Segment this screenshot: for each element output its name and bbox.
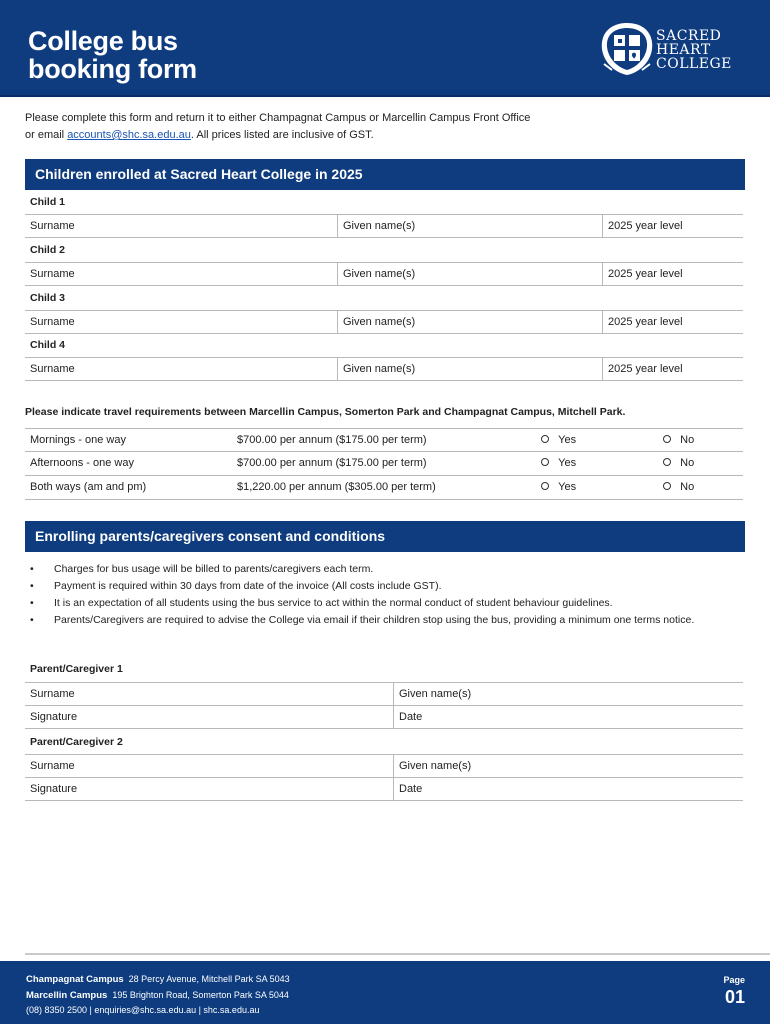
parent-1-signature-field[interactable]: Signature [30, 711, 78, 723]
consent-section-heading: Enrolling parents/caregivers consent and conditions [25, 521, 745, 552]
child-1-surname-field[interactable]: Surname [30, 220, 75, 232]
child-4-surname-field[interactable]: Surname [30, 363, 75, 375]
parent-2-name-row [25, 754, 743, 778]
child-1-given-field[interactable]: Given name(s) [337, 215, 602, 237]
parent-1-given-field[interactable]: Given name(s) [393, 683, 743, 705]
parent-1-signature-row [25, 706, 743, 729]
travel-price: $1,220.00 per annum ($305.00 per term) [237, 481, 436, 493]
parent-2-surname-field[interactable]: Surname [30, 760, 75, 772]
child-2-given-field[interactable]: Given name(s) [337, 263, 602, 285]
footer-contact: (08) 8350 2500 | enquiries@shc.sa.edu.au | shc.sa.edu.au [26, 1005, 260, 1015]
college-logo [598, 20, 748, 80]
yes-option[interactable]: Yes [541, 452, 576, 475]
parent-1-label: Parent/Caregiver 1 [30, 663, 123, 675]
parent-2-signature-row [25, 778, 743, 801]
parent-1-date-field[interactable]: Date [393, 706, 743, 728]
parent-2-label: Parent/Caregiver 2 [30, 736, 123, 748]
child-1-year-field[interactable]: 2025 year level [602, 215, 743, 237]
parent-1-surname-field[interactable]: Surname [30, 688, 75, 700]
parent-2-signature-field[interactable]: Signature [30, 783, 78, 795]
child-4-given-field[interactable]: Given name(s) [337, 358, 602, 380]
travel-price: $700.00 per annum ($175.00 per term) [237, 434, 427, 446]
conditions-list [30, 561, 745, 629]
child-2-label: Child 2 [30, 244, 66, 256]
travel-option-label: Afternoons - one way [30, 457, 134, 469]
list-item: • Charges for bus usage will be billed to parents/caregivers each term. [30, 563, 374, 575]
page-footer [0, 961, 770, 1024]
title-line-2: booking form [28, 54, 197, 84]
child-3-label: Child 3 [30, 292, 66, 304]
page-header [0, 0, 770, 97]
radio-icon[interactable] [663, 458, 671, 466]
radio-icon[interactable] [541, 435, 549, 443]
list-item: • It is an expectation of all students using the bus service to act within the normal conduct of student behaviour guidelines. [30, 597, 613, 609]
list-item: • Payment is required within 30 days from date of the invoice (All costs include GST). [30, 580, 442, 592]
travel-row [25, 452, 743, 476]
page-label: Page [723, 975, 745, 985]
parent-2-given-field[interactable]: Given name(s) [393, 755, 743, 777]
no-option[interactable]: No [663, 429, 694, 452]
child-2-year-field[interactable]: 2025 year level [602, 263, 743, 285]
child-3-row [25, 310, 743, 334]
child-3-year-field[interactable]: 2025 year level [602, 311, 743, 333]
travel-row [25, 428, 743, 452]
child-4-label: Child 4 [30, 339, 66, 351]
child-4-year-field[interactable]: 2025 year level [602, 358, 743, 380]
page-title [28, 27, 328, 83]
radio-icon[interactable] [541, 482, 549, 490]
radio-icon[interactable] [663, 482, 671, 490]
no-option[interactable]: No [663, 452, 694, 475]
email-link[interactable]: accounts@shc.sa.edu.au [67, 129, 191, 141]
intro-text: Please complete this form and return it to either Champagnat Campus or Marcellin Campus Front Office or email accounts@shc.sa.edu.au. All prices listed are inclusive of GST. [25, 112, 531, 141]
radio-icon[interactable] [541, 458, 549, 466]
child-3-surname-field[interactable]: Surname [30, 316, 75, 328]
travel-table [25, 428, 743, 500]
radio-icon[interactable] [663, 435, 671, 443]
crest-icon [598, 20, 656, 78]
logo-wordmark: SACRED HEART COLLEGE [656, 28, 732, 72]
travel-price: $700.00 per annum ($175.00 per term) [237, 457, 427, 469]
yes-option[interactable]: Yes [541, 429, 576, 452]
list-item: • Parents/Caregivers are required to advise the College via email if their children stop using the bus, providing a minimum one terms notice. [30, 614, 695, 626]
title-line-1: College bus [28, 26, 178, 56]
yes-option[interactable]: Yes [541, 476, 576, 499]
travel-option-label: Both ways (am and pm) [30, 481, 147, 493]
child-4-row [25, 357, 743, 381]
child-2-surname-field[interactable]: Surname [30, 268, 75, 280]
no-option[interactable]: No [663, 476, 694, 499]
travel-option-label: Mornings - one way [30, 434, 126, 446]
child-1-row [25, 214, 743, 238]
travel-row [25, 476, 743, 500]
footer-address: Champagnat Campus 28 Percy Avenue, Mitchell Park SA 5043 Marcellin Campus 195 Brighton Road, Somerton Park SA 5044 (08) 8350 2500 | enquiries@shc.sa.edu.au | shc.sa.edu.au [26, 972, 290, 1018]
travel-question: Please indicate travel requirements between Marcellin Campus, Somerton Park and Champagnat Campus, Mitchell Park. [25, 406, 626, 418]
parent-1-name-row [25, 682, 743, 706]
child-3-given-field[interactable]: Given name(s) [337, 311, 602, 333]
children-section-heading: Children enrolled at Sacred Heart College in 2025 [25, 159, 745, 190]
child-2-row [25, 262, 743, 286]
child-1-label: Child 1 [30, 196, 66, 208]
footer-divider [25, 953, 770, 955]
parent-2-date-field[interactable]: Date [393, 778, 743, 800]
page-number: 01 [724, 987, 745, 1007]
